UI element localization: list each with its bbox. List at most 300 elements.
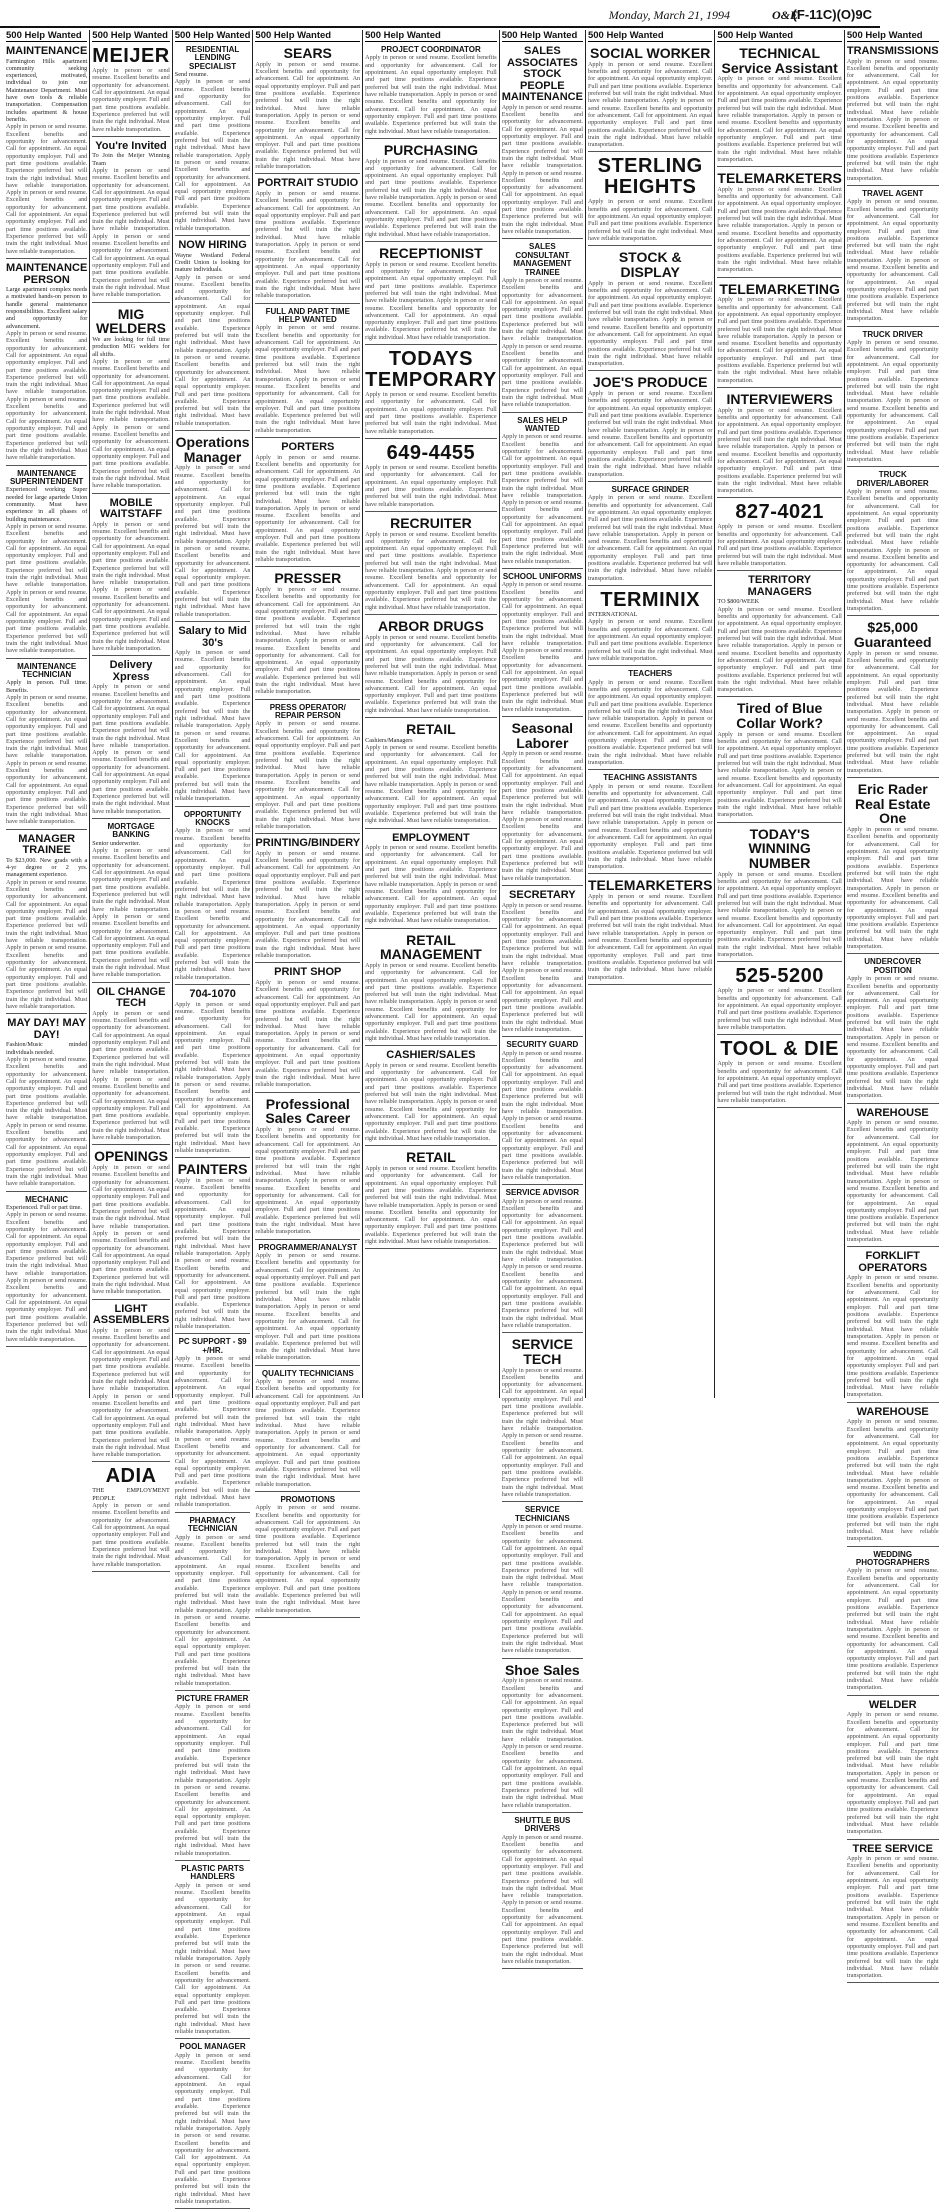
classified-ad [175,809,251,985]
classified-ad [847,188,939,327]
ad-fine-print: Apply in person or send resume. Excellent benefits and opportunity for advancement. Call for appointment. An equal opportunity employer. Full and part time positions available. Experience preferred but will train the right individual. Must have reliable transportation. Apply in person or send resume. Excellent benefits and opportunity for advancement. Call for appointment. An equal opportunity employer. Full and part time positions available. Experience preferred but will train the right individual. Must have reliable transportation. [501,1049,583,1181]
classified-ad [255,836,360,963]
ad-headline: JOE'S PRODUCE [592,374,708,391]
ad-headline: SERVICE TECHNICIANS [514,1505,570,1523]
ad-fine-print: Apply in person or send resume. Excellent benefits and opportunity for advancement. Call for appointment. An equal opportunity employer. Full and part time positions available. Experience preferred but will train the right individual. Must have reliable transportation. Apply in person or send resume. Excellent benefits and opportunity for advancement. Call for appointment. An equal opportunity employer. Full and part time positions available. Experience preferred but will train the right individual. Must have reliable transportation. [717,296,842,384]
ad-fine-print: Apply in person or send resume. Excellent benefits and opportunity for advancement. Call for appointment. An equal opportunity employer. Full and part time positions available. Experience preferred but will train the right individual. Must have reliable transportation. [365,391,497,435]
classified-ad [588,876,712,984]
ad-headline: PHARMACY TECHNICIAN [187,1515,238,1534]
ad-fine-print: Apply in person or send resume. Excellent benefits and opportunity for advancement. Call for appointment. An equal opportunity employer. Full and part time positions available. Experience preferred but will train the right individual. Must have reliable transportation. [717,1060,842,1104]
ad-headline: UNDERCOVER POSITION [864,957,922,975]
classified-ad [365,441,497,512]
ad-headline: ADIA [105,1465,157,1488]
ad-headline: TODAY'S WINNING NUMBER [748,825,811,871]
classified-ad [502,571,583,717]
ad-fine-print: Apply in person or send resume. Excellent benefits and opportunity for advancement. Call for appointment. An equal opportunity employer. Full and part time positions available. Experience preferred but will train the right individual. Must have reliable transportation. Apply in person or send resume. Excellent benefits and opportunity for advancement. Call for appointment. An equal opportunity employer. Full and part time positions available. Experience preferred but will train the right individual. Must have reliable transportation. [846,1274,939,1399]
ad-fine-print: Apply in person or send resume. Excellent benefits and opportunity for advancement. Call for appointment. An equal opportunity employer. Full and part time positions available. Experience preferred but will train the right individual. Must have reliable transportation. Apply in person or send resume. Excellent benefits and opportunity for advancement. Call for appointment. An equal opportunity employer. Full and part time positions available. Experience preferred but will train the right individual. Must have reliable transportation. [365,633,497,714]
ad-fine-print: Apply in person or send resume. Excellent benefits and opportunity for advancement. Call for appointment. An equal opportunity employer. Full and part time positions available. Experience preferred but will train the right individual. Must have reliable transportation. Apply in person or send resume. Excellent benefits and opportunity for advancement. Call for appointment. An equal opportunity employer. Full and part time positions available. Experience preferred but will train the right individual. Must have reliable transportation. [501,1366,583,1498]
classified-ad [717,964,841,1035]
ad-fine-print: Apply in person or send resume. Excellent benefits and opportunity for advancement. Call for appointment. An equal opportunity employer. Full and part time positions available. Experience preferred but will train the right individual. Must have reliable transportation. Apply in person or send resume. Excellent benefits and opportunity for advancement. Call for appointment. An equal opportunity employer. Full and part time positions available. Experience preferred but will train the right individual. Must have reliable transportation. [587,678,713,767]
ad-fine-print: Apply in person or send resume. Excellent benefits and opportunity for advancement. Call for appointment. An equal opportunity employer. Full and part time positions available. Experience preferred but will train the right individual. Must have reliable transportation. Apply in person or send resume. Excellent benefits and opportunity for advancement. Call for appointment. An equal opportunity employer. Full and part time positions available. Experience preferred but will train the right individual. Must have reliable transportation. [717,870,842,959]
column-heading: 500 Help Wanted [174,30,251,41]
ad-headline: SOCIAL WORKER [590,45,711,61]
ad-fine-print: Apply in person or send resume. Excellent benefits and opportunity for advancement. Call for appointment. An equal opportunity employer. Full and part time positions available. Experience preferred but will train the right individual. Must have reliable transportation. Apply in person or send resume. Excellent benefits and opportunity for advancement. Call for appointment. An equal opportunity employer. Full and part time positions available. Experience preferred but will train the right individual. Must have reliable transportation. [92,166,170,299]
classified-ad [6,661,87,830]
classified-ad [6,44,87,259]
ad-fine-print: Apply in person or send resume. Excellent benefits and opportunity for advancement. Call for appointment. An equal opportunity employer. Full and part time positions available. Experience preferred but will train the right individual. Must have reliable transportation. Apply in person or send resume. Excellent benefits and opportunity for advancement. Call for appointment. An equal opportunity employer. Full and part time positions available. Experience preferred but will train the right individual. Must have reliable transportation. [501,1677,583,1809]
classified-ad [717,699,841,822]
ad-headline: RETAIL MANAGEMENT [379,931,482,963]
classified-ad [847,44,939,186]
ad-fine-print: Apply in person or send resume. Excellent benefits and opportunity for advancement. Call for appointment. An equal opportunity employer. Full and part time positions available. Experience preferred but will train the right individual. Must have reliable transportation. Apply in person or send resume. Excellent benefits and opportunity for advancement. Call for appointment. An equal opportunity employer. Full and part time positions available. Experience preferred but will train the right individual. Must have reliable transportation. [174,273,251,427]
classified-ad [717,500,841,571]
classified-ad [717,44,841,167]
ad-body-text: Apply in person. Full time. Benefits. [6,679,88,694]
ad-headline: 649-4455 [386,441,476,464]
classified-ad [175,987,251,1158]
column-heading: 500 Help Wanted [588,30,712,42]
ad-headline: FULL AND PART TIME HELP WANTED [265,306,350,324]
ad-fine-print: Apply in person or send resume. Excellent benefits and opportunity for advancement. Call for appointment. An equal opportunity employer. Full and part time positions available. Experience preferred but will train the right individual. Must have reliable transportation. Apply in person or send resume. Excellent benefits and opportunity for advancement. Call for appointment. An equal opportunity employer. Full and part time positions available. Experience preferred but will train the right individual. Must have reliable transportation. [501,276,583,409]
ad-fine-print: Apply in person or send resume. Excellent benefits and opportunity for advancement. Call for appointment. An equal opportunity employer. Full and part time positions available. Experience preferred but will train the right individual. Must have reliable transportation. Apply in person or send resume. Excellent benefits and opportunity for advancement. Call for appointment. An equal opportunity employer. Full and part time positions available. Experience preferred but will train the right individual. Must have reliable transportation. [92,357,170,490]
ad-headline: Operations Manager [175,434,250,465]
ad-headline: SHUTTLE BUS DRIVERS [514,1815,571,1834]
classified-columns [4,30,939,2206]
classified-ad [365,514,497,615]
ad-fine-print: Apply in person or send resume. Excellent benefits and opportunity for advancement. Call for appointment. An equal opportunity employer. Full and part time positions available. Experience preferred but will train the right individual. Must have reliable transportation. Apply in person or send resume. Excellent benefits and opportunity for advancement. Call for appointment. An equal opportunity employer. Full and part time positions available. Experience preferred but will train the right individual. Must have reliable transportation. [6,878,88,1010]
ad-headline: OPPORTUNITY KNOCKS [183,809,242,828]
ad-fine-print: Apply in person or send resume. Excellent benefits and opportunity for advancement. Call for appointment. An equal opportunity employer. Full and part time positions available. Experience preferred but will train the right individual. Must have reliable transportation. [365,463,497,508]
ad-headline: OIL CHANGE TECH [96,985,166,1010]
classified-ad [6,1194,87,1347]
ad-headline: SALES CONSULTANT MANAGEMENT TRAINEE [513,242,572,277]
ad-headline: PORTERS [281,441,335,454]
ad-headline: PC SUPPORT - $9 +/HR. [178,1337,247,1355]
ad-body-text: Cashiers/Managers [365,736,413,744]
classified-ad [588,484,712,586]
ad-fine-print: Apply in person or send resume. Excellent benefits and opportunity for advancement. Call for appointment. An equal opportunity employer. Full and part time positions available. Experience preferred but will train the right individual. Must have reliable transportation. Apply in person or send resume. Excellent benefits and opportunity for advancement. Call for appointment. An equal opportunity employer. Full and part time positions available. Experience preferred but will train the right individual. Must have reliable transportation. [587,390,713,478]
ad-fine-print: Apply in person or send resume. Excellent benefits and opportunity for advancement. Call for appointment. An equal opportunity employer. Full and part time positions available. Experience preferred but will train the right individual. Must have reliable transportation. [92,67,170,133]
ad-headline: MAY DAY! MAY DAY! [7,1017,86,1041]
ad-fine-print: Apply in person or send resume. Excellent benefits and opportunity for advancement. Call for appointment. An equal opportunity employer. Full and part time positions available. Experience preferred but will train the right individual. Must have reliable transportation. Apply in person or send resume. Excellent benefits and opportunity for advancement. Call for appointment. An equal opportunity employer. Full and part time positions available. Experience preferred but will train the right individual. Must have reliable transportation. [174,1703,251,1857]
classified-ad [365,1048,497,1146]
ad-fine-print: Apply in person or send resume. Excellent benefits and opportunity for advancement. Call for appointment. An equal opportunity employer. Full and part time positions available. Experience preferred but will train the right individual. Must have reliable transportation. Apply in person or send resume. Excellent benefits and opportunity for advancement. Call for appointment. An equal opportunity employer. Full and part time positions available. Experience preferred but will train the right individual. Must have reliable transportation. [174,1355,251,1509]
ad-headline: MAINTENANCE SUPERINTENDENT [9,468,84,486]
classified-ad [847,1549,939,1696]
ad-fine-print: Apply in person or send resume. Excellent benefits and opportunity for advancement. Call for appointment. An equal opportunity employer. Full and part time positions available. Experience preferred but will train the right individual. Must have reliable transportation. Apply in person or send resume. Excellent benefits and opportunity for advancement. Call for appointment. An equal opportunity employer. Full and part time positions available. Experience preferred but will train the right individual. Must have reliable transportation. [846,1567,939,1692]
classified-ad [588,248,712,371]
ad-headline: TEACHERS [628,669,673,679]
ad-body-text: INTERNATIONAL [587,611,638,619]
ad-headline: MIG WELDERS [96,305,167,337]
classified-ad [365,1148,497,1249]
ad-headline: QUALITY TECHNICIANS [261,1368,354,1378]
classified-ad [255,306,360,438]
classified-ad [255,1095,360,1240]
ad-headline: TEACHING ASSISTANTS [603,773,698,783]
classified-ad [92,821,169,983]
ad-fine-print: Apply in person or send resume. Excellent benefits and opportunity for advancement. Call for appointment. An equal opportunity employer. Full and part time positions available. Experience preferred but will train the right individual. Must have reliable transportation. Apply in person or send resume. Excellent benefits and opportunity for advancement. Call for appointment. An equal opportunity employer. Full and part time positions available. Experience preferred but will train the right individual. Must have reliable transportation. [846,488,939,613]
classified-ad [717,390,841,498]
ad-fine-print: Apply in person or send resume. Excellent benefits and opportunity for advancement. Call for appointment. An equal opportunity employer. Full and part time positions available. Experience preferred but will train the right individual. Must have reliable transportation. Apply in person or send resume. Excellent benefits and opportunity for advancement. Call for appointment. An equal opportunity employer. Full and part time positions available. Experience preferred but will train the right individual. Must have reliable transportation. [174,2051,251,2206]
ad-body-text: Senior underwriter. [92,839,141,847]
ad-headline: TERMINIX [600,589,700,612]
ad-fine-print: Apply in person or send resume. Excellent benefits and opportunity for advancement. Call for appointment. An equal opportunity employer. Full and part time positions available. Experience preferred but will train the right individual. Must have reliable transportation. Apply in person or send resume. Excellent benefits and opportunity for advancement. Call for appointment. An equal opportunity employer. Full and part time positions available. Experience preferred but will train the right individual. Must have reliable transportation. [717,730,842,819]
column-heading: 500 Help Wanted [6,30,87,42]
classified-ad [588,154,712,246]
classified-ad [502,1039,583,1185]
ad-headline: RECEPTIONIST [379,244,483,261]
ad-fine-print: Apply in person or send resume. Excellent benefits and opportunity for advancement. Call for appointment. An equal opportunity employer. Full and part time positions available. Experience preferred but will train the right individual. Must have reliable transportation. Apply in person or send resume. Excellent benefits and opportunity for advancement. Call for appointment. An equal opportunity employer. Full and part time positions available. Experience preferred but will train the right individual. Must have reliable transportation. [846,1855,939,1980]
classified-ad [588,588,712,666]
ad-headline: MAINTENANCE PERSON [6,261,88,286]
ad-fine-print: Apply in person or send resume. Excellent benefits and opportunity for advancement. Call for appointment. An equal opportunity employer. Full and part time positions available. Experience preferred but will train the right individual. Must have reliable transportation. Apply in person or send resume. Excellent benefits and opportunity for advancement. Call for appointment. An equal opportunity employer. Full and part time positions available. Experience preferred but will train the right individual. Must have reliable transportation. [365,1164,497,1246]
ad-fine-print: Apply in person or send resume. Excellent benefits and opportunity for advancement. Call for appointment. An equal opportunity employer. Full and part time positions available. Experience preferred but will train the right individual. Must have reliable transportation. Apply in person or send resume. Excellent benefits and opportunity for advancement. Call for appointment. An equal opportunity employer. Full and part time positions available. Experience preferred but will train the right individual. Must have reliable transportation. [717,75,842,163]
classified-ad [175,624,251,807]
classified-ad [588,772,712,874]
ad-fine-print: Apply in person or send resume. Excellent benefits and opportunity for advancement. Call for appointment. An equal opportunity employer. Full and part time positions available. Experience preferred but will train the right individual. Must have reliable transportation. Apply in person or send resume. Excellent benefits and opportunity for advancement. Call for appointment. An equal opportunity employer. Full and part time positions available. Experience preferred but will train the right individual. Must have reliable transportation. [846,826,939,951]
ad-fine-print: Apply in person or send resume. Excellent benefits and opportunity for advancement. Call for appointment. An equal opportunity employer. Full and part time positions available. Experience preferred but will train the right individual. Must have reliable transportation. Apply in person or send resume. Excellent benefits and opportunity for advancement. Call for appointment. An equal opportunity employer. Full and part time positions available. Experience preferred but will train the right individual. Must have reliable transportation. [587,60,713,149]
classified-ad [175,44,251,236]
ad-fine-print: Apply in person or send resume. Excellent benefits and opportunity for advancement. Call for appointment. An equal opportunity employer. Full and part time positions available. Experience preferred but will train the right individual. Must have reliable transportation. Apply in person or send resume. Excellent benefits and opportunity for advancement. Call for appointment. An equal opportunity employer. Full and part time positions available. Experience preferred but will train the right individual. Must have reliable transportation. [255,1252,361,1362]
classified-ad [175,1160,251,1334]
ad-headline: SERVICE ADVISOR [505,1188,579,1198]
column-heading: 500 Help Wanted [717,30,841,42]
ad-fine-print: Apply in person or send resume. Excellent benefits and opportunity for advancement. Call for appointment. An equal opportunity employer. Full and part time positions available. Experience preferred but will train the right individual. Must have reliable transportation. Apply in person or send resume. Excellent benefits and opportunity for advancement. Call for appointment. An equal opportunity employer. Full and part time positions available. Experience preferred but will train the right individual. Must have reliable transportation. [365,1061,497,1142]
ad-fine-print: Apply in person or send resume. Excellent benefits and opportunity for advancement. Call for appointment. An equal opportunity employer. Full and part time positions available. Experience preferred but will train the right individual. Must have reliable transportation. Apply in person or send resume. Excellent benefits and opportunity for advancement. Call for appointment. An equal opportunity employer. Full and part time positions available. Experience preferred but will train the right individual. Must have reliable transportation. [255,1378,361,1488]
classified-ad [717,280,841,388]
ad-fine-print: Apply in person or send resume. Excellent benefits and opportunity for advancement. Call for appointment. An equal opportunity employer. Full and part time positions available. Experience preferred but will train the right individual. Must have reliable transportation. Apply in person or send resume. Excellent benefits and opportunity for advancement. Call for appointment. An equal opportunity employer. Full and part time positions available. Experience preferred but will train the right individual. Must have reliable transportation. [92,847,170,979]
classified-ad [175,1336,251,1512]
ad-headline: TRUCK DRIVER [862,329,923,339]
classified-ad [717,169,841,277]
classified-column [173,30,254,2206]
ad-headline: TRAVEL AGENT [862,188,924,198]
ad-headline: 704-1070 [189,988,236,1001]
ad-fine-print: Apply in person or send resume. Excellent benefits and opportunity for advancement. Call for appointment. An equal opportunity employer. Full and part time positions available. Experience preferred but will train the right individual. Must have reliable transportation. Apply in person or send resume. Excellent benefits and opportunity for advancement. Call for appointment. An equal opportunity employer. Full and part time positions available. Experience preferred but will train the right individual. Must have reliable transportation. [255,586,361,696]
classified-ad [175,1693,251,1861]
classified-ad [6,261,87,466]
classified-ad [365,617,497,718]
classified-ad [255,702,360,834]
ad-fine-print: Apply in person or send resume. Excellent benefits and opportunity for advancement. Call for appointment. An equal opportunity employer. Full and part time positions available. Experience preferred but will train the right individual. Must have reliable transportation. Apply in person or send resume. Excellent benefits and opportunity for advancement. Call for appointment. An equal opportunity employer. Full and part time positions available. Experience preferred but will train the right individual. Must have reliable transportation. [587,782,713,871]
ad-body-text: Large apartment complex needs a motivated hands-on person to handle general maintenance responsibilities. Excellent salary and opportunity for advancement. [6,286,88,330]
classified-ad [847,618,939,778]
classified-column [90,30,172,1568]
ad-headline: PROMOTIONS [280,1494,336,1504]
classified-ad [365,831,497,929]
classified-ad [365,44,497,139]
classified-ad [92,658,169,819]
classified-ad [717,1037,841,1108]
classified-ad [92,1147,169,1299]
ad-fine-print: Apply in person or send resume. Excellent benefits and opportunity for advancement. Call for appointment. An equal opportunity employer. Full and part time positions available. Experience preferred but will train the right individual. Must have reliable transportation. Apply in person or send resume. Excellent benefits and opportunity for advancement. Call for appointment. An equal opportunity employer. Full and part time positions available. Experience preferred but will train the right individual. Must have reliable transportation. [6,329,88,462]
ad-fine-print: Apply in person or send resume. Excellent benefits and opportunity for advancement. Call for appointment. An equal opportunity employer. Full and part time positions available. Experience preferred but will train the right individual. Must have reliable transportation. Apply in person or send resume. Excellent benefits and opportunity for advancement. Call for appointment. An equal opportunity employer. Full and part time positions available. Experience preferred but will train the right individual. Must have reliable transportation. [501,1197,583,1329]
ad-headline: RETAIL [406,721,456,738]
classified-ad [365,720,497,828]
classified-ad [365,141,497,242]
ad-fine-print: Apply in person or send resume. Excellent benefits and opportunity for advancement. Call for appointment. An equal opportunity employer. Full and part time positions available. Experience preferred but will train the right individual. Must have reliable transportation. Apply in person or send resume. Excellent benefits and opportunity for advancement. Call for appointment. An equal opportunity employer. Full and part time positions available. Experience preferred but will train the right individual. Must have reliable transportation. [501,433,583,565]
ad-fine-print: Apply in person or send resume. Excellent benefits and opportunity for advancement. Call for appointment. An equal opportunity employer. Full and part time positions available. Experience preferred but will train the right individual. Must have reliable transportation. Apply in person or send resume. Excellent benefits and opportunity for advancement. Call for appointment. An equal opportunity employer. Full and part time positions available. Experience preferred but will train the right individual. Must have reliable transportation. [717,406,842,495]
ad-fine-print: Apply in person or send resume. Excellent benefits and opportunity for advancement. Call for appointment. An equal opportunity employer. Full and part time positions available. Experience preferred but will train the right individual. Must have reliable transportation. Apply in person or send resume. Excellent benefits and opportunity for advancement. Call for appointment. An equal opportunity employer. Full and part time positions available. Experience preferred but will train the right individual. Must have reliable transportation. [174,1881,251,2036]
ad-fine-print: Apply in person or send resume. Excellent benefits and opportunity for advancement. Call for appointment. An equal opportunity employer. Full and part time positions available. Experience preferred but will train the right individual. Must have reliable transportation. Apply in person or send resume. Excellent benefits and opportunity for advancement. Call for appointment. An equal opportunity employer. Full and part time positions available. Experience preferred but will train the right individual. Must have reliable transportation. [255,1126,361,1236]
ad-headline: TOOL & DIE [720,1038,840,1061]
ad-headline: TELEMARKETERS [717,170,842,187]
section-label: O&E [771,8,798,22]
ad-fine-print: Apply in person or send resume. Excellent benefits and opportunity for advancement. Call for appointment. An equal opportunity employer. Full and part time positions available. Experience preferred but will train the right individual. Must have reliable transportation. Apply in person or send resume. Excellent benefits and opportunity for advancement. Call for appointment. An equal opportunity employer. Full and part time positions available. Experience preferred but will train the right individual. Must have reliable transportation. [92,1164,170,1296]
ad-headline: 827-4021 [735,501,824,524]
classified-ad [175,433,251,622]
classified-ad [847,329,939,468]
classified-column [363,30,500,1398]
classified-ad [717,825,841,963]
ad-fine-print: Apply in person or send resume. Excellent benefits and opportunity for advancement. Call for appointment. An equal opportunity employer. Full and part time positions available. Experience preferred but will train the right individual. Must have reliable transportation. Apply in person or send resume. Excellent benefits and opportunity for advancement. Call for appointment. An equal opportunity employer. Full and part time positions available. Experience preferred but will train the right individual. Must have reliable transportation. [255,453,361,563]
classified-ad [255,569,360,699]
ad-headline: TELEMARKETING [719,280,840,297]
ad-headline: MAINTENANCE [6,45,88,57]
classified-ad [502,719,583,886]
classified-ad [847,780,939,954]
ad-headline: SURFACE GRINDER [611,484,689,494]
classified-ad [847,956,939,1103]
classified-ad [365,244,497,345]
classified-ad [365,931,497,1047]
ad-headline: Delivery Xpress [109,659,153,683]
ad-headline: LIGHT ASSEMBLERS [92,1302,170,1327]
classified-ad [847,1106,939,1248]
ad-fine-print: Apply in person or send resume. Excellent benefits and opportunity for advancement. Call for appointment. An equal opportunity employer. Full and part time positions available. Experience preferred but will train the right individual. Must have reliable transportation. Apply in person or send resume. Excellent benefits and opportunity for advancement. Call for appointment. An equal opportunity employer. Full and part time positions available. Experience preferred but will train the right individual. Must have reliable transportation. [255,720,361,830]
ad-headline: SCHOOL UNIFORMS [502,571,582,581]
ad-headline: PURCHASING [383,141,478,158]
classified-ad [255,440,360,567]
classified-ad [502,44,583,239]
ad-headline: MAINTENANCE TECHNICIAN [17,661,77,679]
ad-headline: TREE SERVICE [852,1842,933,1855]
ad-headline: $25,000 Guaranteed [853,619,932,651]
classified-ad [847,1698,939,1840]
classified-column [500,30,586,1965]
classified-ad [255,1494,360,1618]
ad-body-text: To Join the Meijer Winning Team [92,152,170,167]
ad-fine-print: Apply in person or send resume. Excellent benefits and opportunity for advancement. Call for appointment. An equal opportunity employer. Full and part time positions available. Experience preferred but will train the right individual. Must have reliable transportation. Apply in person or send resume. Excellent benefits and opportunity for advancement. Call for appointment. An equal opportunity employer. Full and part time positions available. Experience preferred but will train the right individual. Must have reliable transportation. [587,494,713,582]
ad-headline: PRINTING/BINDERY [255,837,361,850]
classified-column [253,30,363,1614]
ad-headline: SALES HELP WANTED [517,415,568,433]
ad-headline: TELEMARKETERS [587,877,713,894]
classified-ad [847,1405,939,1547]
classified-ad [255,1242,360,1366]
ad-fine-print: Apply in person or send resume. Excellent benefits and opportunity for advancement. Call for appointment. An equal opportunity employer. Full and part time positions available. Experience preferred but will train the right individual. Must have reliable transportation. Apply in person or send resume. Excellent benefits and opportunity for advancement. Call for appointment. An equal opportunity employer. Full and part time positions available. Experience preferred but will train the right individual. Must have reliable transportation. [6,1055,88,1188]
classified-ad [92,1302,169,1463]
ad-headline: RESIDENTIAL LENDING SPECIALIST [185,45,240,71]
ad-headline: WELDER [868,1698,917,1711]
ad-fine-print: Apply in person or send resume. Excellent benefits and opportunity for advancement. Call for appointment. An equal opportunity employer. Full and part time positions available. Experience preferred but will train the right individual. Must have reliable transportation. Apply in person or send resume. Excellent benefits and opportunity for advancement. Call for appointment. An equal opportunity employer. Full and part time positions available. Experience preferred but will train the right individual. Must have reliable transportation. [174,464,251,618]
ad-fine-print: Apply in person or send resume. Excellent benefits and opportunity for advancement. Call for appointment. An equal opportunity employer. Full and part time positions available. Experience preferred but will train the right individual. Must have reliable transportation. Apply in person or send resume. Excellent benefits and opportunity for advancement. Call for appointment. An equal opportunity employer. Full and part time positions available. Experience preferred but will train the right individual. Must have reliable transportation. [846,198,939,323]
ad-fine-print: Apply in person or send resume. Excellent benefits and opportunity for advancement. Call for appointment. An equal opportunity employer. Full and part time positions available. Experience preferred but will train the right individual. Must have reliable transportation. [717,987,842,1031]
ad-headline: TODAYS TEMPORARY [365,348,497,392]
ad-fine-print: Apply in person or send resume. Excellent benefits and opportunity for advancement. Call for appointment. An equal opportunity employer. Full and part time positions available. Experience preferred but will train the right individual. Must have reliable transportation. [587,198,713,242]
ad-headline: PRESS OPERATOR/ REPAIR PERSON [269,702,346,721]
classified-ad [255,1368,360,1492]
column-heading: 500 Help Wanted [847,30,939,42]
classified-ad [502,415,583,569]
ad-body-text: We are looking for full time production MIG welders for all shifts. [92,335,170,358]
ad-fine-print: Apply in person or send resume. Excellent benefits and opportunity for advancement. Call for appointment. An equal opportunity employer. Full and part time positions available. Experience preferred but will train the right individual. Must have reliable transportation. Apply in person or send resume. Excellent benefits and opportunity for advancement. Call for appointment. An equal opportunity employer. Full and part time positions available. Experience preferred but will train the right individual. Must have reliable transportation. [501,750,583,882]
ad-fine-print: Apply in person or send resume. Excellent benefits and opportunity for advancement. Call for appointment. An equal opportunity employer. Full and part time positions available. Experience preferred but will train the right individual. Must have reliable transportation. Apply in person or send resume. Excellent benefits and opportunity for advancement. Call for appointment. An equal opportunity employer. Full and part time positions available. Experience preferred but will train the right individual. Must have reliable transportation. [717,185,842,274]
ad-fine-print: Apply in person or send resume. Excellent benefits and opportunity for advancement. Call for appointment. An equal opportunity employer. Full and part time positions available. Experience preferred but will train the right individual. Must have reliable transportation. Apply in person or send resume. Excellent benefits and opportunity for advancement. Call for appointment. An equal opportunity employer. Full and part time positions available. Experience preferred but will train the right individual. Must have reliable transportation. [846,338,939,463]
ad-fine-print: Apply in person or send resume. Excellent benefits and opportunity for advancement. Call for appointment. An equal opportunity employer. Full and part time positions available. Experience preferred but will train the right individual. Must have reliable transportation. Apply in person or send resume. Excellent benefits and opportunity for advancement. Call for appointment. An equal opportunity employer. Full and part time positions available. Experience preferred but will train the right individual. Must have reliable transportation. [501,103,583,236]
classified-ad [717,573,841,697]
ad-headline: INTERVIEWERS [726,391,833,407]
ad-fine-print: Apply in person or send resume. Excellent benefits and opportunity for advancement. Call for appointment. An equal opportunity employer. Full and part time positions available. Experience preferred but will train the right individual. Must have reliable transportation. Apply in person or send resume. Excellent benefits and opportunity for advancement. Call for appointment. An equal opportunity employer. Full and part time positions available. Experience preferred but will train the right individual. Must have reliable transportation. [174,1176,251,1331]
ad-fine-print: Apply in person or send resume. Excellent benefits and opportunity for advancement. Call for appointment. An equal opportunity employer. Full and part time positions available. Experience preferred but will train the right individual. Must have reliable transportation. [717,523,842,567]
classified-ad [588,373,712,481]
classified-ad [92,44,169,137]
ad-fine-print: Apply in person or send resume. Excellent benefits and opportunity for advancement. Call for appointment. An equal opportunity employer. Full and part time positions available. Experience preferred but will train the right individual. Must have reliable transportation. Apply in person or send resume. Excellent benefits and opportunity for advancement. Call for appointment. An equal opportunity employer. Full and part time positions available. Experience preferred but will train the right individual. Must have reliable transportation. [846,57,939,182]
ad-headline: Salary to Mid 30's [178,625,247,649]
newspaper-masthead [0,0,880,26]
ad-fine-print: Apply in person or send resume. Excellent benefits and opportunity for advancement. Call for appointment. An equal opportunity employer. Full and part time positions available. Experience preferred but will train the right individual. Must have reliable transportation. Apply in person or send resume. Excellent benefits and opportunity for advancement. Call for appointment. An equal opportunity employer. Full and part time positions available. Experience preferred but will train the right individual. Must have reliable transportation. [365,530,497,611]
classified-ad [588,668,712,770]
classified-ad [6,1016,87,1191]
ad-fine-print: Apply in person or send resume. Excellent benefits and opportunity for advancement. Call for appointment. An equal opportunity employer. Full and part time positions available. Experience preferred but will train the right individual. Must have reliable transportation. Apply in person or send resume. Excellent benefits and opportunity for advancement. Call for appointment. An equal opportunity employer. Full and part time positions available. Experience preferred but will train the right individual. Must have reliable transportation. [255,849,361,960]
ad-fine-print: Apply in person or send resume. Excellent benefits and opportunity for advancement. Call for appointment. An equal opportunity employer. Full and part time positions available. Experience preferred but will train the right individual. Must have reliable transportation. Apply in person or send resume. Excellent benefits and opportunity for advancement. Call for appointment. An equal opportunity employer. Full and part time positions available. Experience preferred but will train the right individual. Must have reliable transportation. [255,60,361,171]
ad-fine-print: Apply in person or send resume. Excellent benefits and opportunity for advancement. Call for appointment. An equal opportunity employer. Full and part time positions available. Experience preferred but will train the right individual. Must have reliable transportation. Apply in person or send resume. Excellent benefits and opportunity for advancement. Call for appointment. An equal opportunity employer. Full and part time positions available. Experience preferred but will train the right individual. Must have reliable transportation. [846,1119,939,1244]
ad-fine-print: Apply in person or send resume. Excellent benefits and opportunity for advancement. Call for appointment. An equal opportunity employer. Full and part time positions available. Experience preferred but will train the right individual. Must have reliable transportation. [587,618,713,662]
ad-headline: Tired of Blue Collar Work? [736,700,824,732]
ad-headline: WAREHOUSE [856,1405,929,1418]
ad-headline: SECURITY GUARD [506,1040,579,1050]
classified-ad [92,305,169,494]
ad-headline: MEIJER [92,45,170,67]
ad-fine-print: Apply in person or send resume. Excellent benefits and opportunity for advancement. Call for appointment. An equal opportunity employer. Full and part time positions available. Experience preferred but will train the right individual. Must have reliable transportation. Apply in person or send resume. Excellent benefits and opportunity for advancement. Call for appointment. An equal opportunity employer. Full and part time positions available. Experience preferred but will train the right individual. Must have reliable transportation. [174,827,251,981]
classified-ad [502,1335,583,1502]
classified-ad [502,241,583,412]
ad-fine-print: Apply in person or send resume. Excellent benefits and opportunity for advancement. Call for appointment. An equal opportunity employer. Full and part time positions available. Experience preferred but will train the right individual. Must have reliable transportation. Apply in person or send resume. Excellent benefits and opportunity for advancement. Call for appointment. An equal opportunity employer. Full and part time positions available. Experience preferred but will train the right individual. Must have reliable transportation. [92,1009,170,1142]
classified-ad [92,139,169,303]
ad-headline: WEDDING PHOTOGRAPHERS [855,1549,930,1568]
ad-body-text: Experienced working Super needed for large apartede Union community. Must have experience in all phases of building maintenance. [6,486,88,523]
ad-fine-print: Apply in person or send resume. Excellent benefits and opportunity for advancement. Call for appointment. An equal opportunity employer. Full and part time positions available. Experience preferred but will train the right individual. Must have reliable transportation. Apply in person or send resume. Excellent benefits and opportunity for advancement. Call for appointment. An equal opportunity employer. Full and part time positions available. Experience preferred but will train the right individual. Must have reliable transportation. [846,1418,939,1543]
ad-fine-print: Apply in person or send resume. Excellent benefits and opportunity for advancement. Call for appointment. An equal opportunity employer. Full and part time positions available. Experience preferred but will train the right individual. Must have reliable transportation. Apply in person or send resume. Excellent benefits and opportunity for advancement. Call for appointment. An equal opportunity employer. Full and part time positions available. Experience preferred but will train the right individual. Must have reliable transportation. [365,260,497,341]
classified-ad [502,1661,583,1813]
classified-ad [502,1504,583,1658]
classified-column [586,30,715,1398]
ad-headline: PAINTERS [177,1161,248,1178]
classified-ad [255,44,360,174]
ad-headline: MOBILE WAITSTAFF [99,496,163,521]
ad-headline: EMPLOYMENT [392,831,470,844]
classified-ad [588,44,712,152]
ad-headline: SECRETARY [509,888,576,901]
ad-headline: You're Invited [95,139,167,152]
ad-headline: FORKLIFT OPERATORS [858,1250,928,1274]
classified-ad [502,888,583,1037]
ad-fine-print: Apply in person or send resume. Excellent benefits and opportunity for advancement. Call for appointment. An equal opportunity employer. Full and part time positions available. Experience preferred but will train the right individual. Must have reliable transportation. Apply in person or send resume. Excellent benefits and opportunity for advancement. Call for appointment. An equal opportunity employer. Full and part time positions available. Experience preferred but will train the right individual. Must have reliable transportation. [365,744,497,825]
ad-headline: POOL MANAGER [179,2042,246,2052]
classified-ad [92,496,169,657]
ad-fine-print: Apply in person or send resume. Excellent benefits and opportunity for advancement. Call for appointment. An equal opportunity employer. Full and part time positions available. Experience preferred but will train the right individual. Must have reliable transportation. Apply in person or send resume. Excellent benefits and opportunity for advancement. Call for appointment. An equal opportunity employer. Full and part time positions available. Experience preferred but will train the right individual. Must have reliable transportation. [846,975,939,1100]
ad-body-text: TO $800/WEEK [717,598,760,606]
classified-ad [6,468,87,659]
ad-fine-print: Apply in person or send resume. Excellent benefits and opportunity for advancement. Call for appointment. An equal opportunity employer. Full and part time positions available. Experience preferred but will train the right individual. Must have reliable transportation. Apply in person or send resume. Excellent benefits and opportunity for advancement. Call for appointment. An equal opportunity employer. Full and part time positions available. Experience preferred but will train the right individual. Must have reliable transportation. [255,189,361,300]
ad-fine-print: Apply in person or send resume. Excellent benefits and opportunity for advancement. Call for appointment. An equal opportunity employer. Full and part time positions available. Experience preferred but will train the right individual. Must have reliable transportation. Apply in person or send resume. Excellent benefits and opportunity for advancement. Call for appointment. An equal opportunity employer. Full and part time positions available. Experience preferred but will train the right individual. Must have reliable transportation. [501,1833,583,1965]
ad-headline: TRUCK DRIVER/LABORER [856,470,929,488]
ad-headline: MECHANIC [25,1194,69,1204]
ad-fine-print: Apply in person or send resume. Excellent benefits and opportunity for advancement. Call for appointment. An equal opportunity employer. Full and part time positions available. Experience preferred but will train the right individual. Must have reliable transportation. Apply in person or send resume. Excellent benefits and opportunity for advancement. Call for appointment. An equal opportunity employer. Full and part time positions available. Experience preferred but will train the right individual. Must have reliable transportation. [255,1504,361,1614]
ad-headline: TRANSMISSIONS [846,45,939,57]
ad-fine-print: Apply in person or send resume. Excellent benefits and opportunity for advancement. Call for appointment. An equal opportunity employer. Full and part time positions available. Experience preferred but will train the right individual. Must have reliable transportation. Apply in person or send resume. Excellent benefits and opportunity for advancement. Call for appointment. An equal opportunity employer. Full and part time positions available. Experience preferred but will train the right individual. Must have reliable transportation. [501,901,583,1033]
classified-ad [502,1815,583,1969]
ad-body-text: Fashion/Music minded individuals needed. [6,1041,88,1056]
ad-headline: CASHIER/SALES [386,1049,476,1062]
ad-body-text: Farmington Hills apartment community seeking experienced, motivated, individual to join our Maintenance Department. Must have own tools & reliable transportation. Compensation includes apartment & house benefits. [6,57,88,124]
ad-fine-print: Apply in person or send resume. Excellent benefits and opportunity for advancement. Call for appointment. An equal opportunity employer. Full and part time positions available. Experience preferred but will train the right individual. Must have reliable transportation. Apply in person or send resume. Excellent benefits and opportunity for advancement. Call for appointment. An equal opportunity employer. Full and part time positions available. Experience preferred but will train the right individual. Must have reliable transportation. [174,1000,251,1154]
ad-fine-print: Apply in person or send resume. Excellent benefits and opportunity for advancement. Call for appointment. An equal opportunity employer. Full and part time positions available. Experience preferred but will train the right individual. Must have reliable transportation. Apply in person or send resume. Excellent benefits and opportunity for advancement. Call for appointment. An equal opportunity employer. Full and part time positions available. Experience preferred but will train the right individual. Must have reliable transportation. [587,279,713,368]
ad-fine-print: Apply in person or send resume. Excellent benefits and opportunity for advancement. Call for appointment. An equal opportunity employer. Full and part time positions available. Experience preferred but will train the right individual. Must have reliable transportation. Apply in person or send resume. Excellent benefits and opportunity for advancement. Call for appointment. An equal opportunity employer. Full and part time positions available. Experience preferred but will train the right individual. Must have reliable transportation. [717,605,842,694]
ad-headline: OPENINGS [94,1148,168,1165]
issue-date: Monday, March 21, 1994 [608,8,730,22]
ad-fine-print: Apply in person or send resume. Excellent benefits and opportunity for advancement. Call for appointment. An equal opportunity employer. Full and part time positions available. Experience preferred but will train the right individual. Must have reliable transportation. Apply in person or send resume. Excellent benefits and opportunity for advancement. Call for appointment. An equal opportunity employer. Full and part time positions available. Experience preferred but will train the right individual. Must have reliable transportation. [6,123,88,255]
ad-fine-print: Apply in person or send resume. Excellent benefits and opportunity for advancement. Call for appointment. An equal opportunity employer. Full and part time positions available. Experience preferred but will train the right individual. Must have reliable transportation. Apply in person or send resume. Excellent benefits and opportunity for advancement. Call for appointment. An equal opportunity employer. Full and part time positions available. Experience preferred but will train the right individual. Must have reliable transportation. [6,693,88,826]
ad-fine-print: Apply in person or send resume. Excellent benefits and opportunity for advancement. Call for appointment. An equal opportunity employer. Full and part time positions available. Experience preferred but will train the right individual. Must have reliable transportation. Apply in person or send resume. Excellent benefits and opportunity for advancement. Call for appointment. An equal opportunity employer. Full and part time positions available. Experience preferred but will train the right individual. Must have reliable transportation. [174,1533,251,1687]
column-heading: 500 Help Wanted [255,30,360,42]
ad-fine-print: Apply in person or send resume. Excellent benefits and opportunity for advancement. Call for appointment. An equal opportunity employer. Full and part time positions available. Experience preferred but will train the right individual. Must have reliable transportation. Apply in person or send resume. Excellent benefits and opportunity for advancement. Call for appointment. An equal opportunity employer. Full and part time positions available. Experience preferred but will train the right individual. Must have reliable transportation. [587,893,713,981]
classified-ad [92,1464,169,1571]
ad-headline: SALES ASSOCIATES STOCK PEOPLE MAINTENANCE [501,45,583,104]
ad-headline: SEARS [283,45,332,61]
classified-ad [92,985,169,1146]
ad-headline: PICTURE FRAMER [176,1694,249,1704]
ad-headline: MORTGAGE BANKING [107,821,155,840]
ad-fine-print: Apply in person or send resume. Excellent benefits and opportunity for advancement. Call for appointment. An equal opportunity employer. Full and part time positions available. Experience preferred but will train the right individual. Must have reliable transportation. Apply in person or send resume. Excellent benefits and opportunity for advancement. Call for appointment. An equal opportunity employer. Full and part time positions available. Experience preferred but will train the right individual. Must have reliable transportation. [174,78,251,232]
classified-ad [847,1249,939,1402]
classified-ad [365,347,497,439]
ad-fine-print: Apply in person or send resume. Excellent benefits and opportunity for advancement. Call for appointment. An equal opportunity employer. Full and part time positions available. Experience preferred but will train the right individual. Must have reliable transportation. Apply in person or send resume. Excellent benefits and opportunity for advancement. Call for appointment. An equal opportunity employer. Full and part time positions available. Experience preferred but will train the right individual. Must have reliable transportation. [365,961,497,1042]
ad-fine-print: Apply in person or send resume. Excellent benefits and opportunity for advancement. Call for appointment. An equal opportunity employer. Full and part time positions available. Experience preferred but will train the right individual. Must have reliable transportation. Apply in person or send resume. Excellent benefits and opportunity for advancement. Call for appointment. An equal opportunity employer. Full and part time positions available. Experience preferred but will train the right individual. Must have reliable transportation. [255,978,361,1089]
ad-fine-print: Apply in person or send resume. Excellent benefits and opportunity for advancement. Call for appointment. An equal opportunity employer. Full and part time positions available. Experience preferred but will train the right individual. Must have reliable transportation. Apply in person or send resume. Excellent benefits and opportunity for advancement. Call for appointment. An equal opportunity employer. Full and part time positions available. Experience preferred but will train the right individual. Must have reliable transportation. [255,324,361,434]
ad-body-text: To $23,000. New grads with a 4-yr degree or 2 yrs. management experience. [6,856,88,879]
ad-fine-print: Apply in person or send resume. Excellent benefits and opportunity for advancement. Call for appointment. An equal opportunity employer. Full and part time positions available. Experience preferred but will train the right individual. Must have reliable transportation. Apply in person or send resume. Excellent benefits and opportunity for advancement. Call for appointment. An equal opportunity employer. Full and part time positions available. Experience preferred but will train the right individual. Must have reliable transportation. [501,581,583,713]
ad-headline: TERRITORY MANAGERS [747,574,812,598]
column-heading: 500 Help Wanted [365,30,497,42]
classified-ad [175,1863,251,2039]
ad-body-text: Experienced. Full or part time. [6,1203,82,1211]
ad-headline: SERVICE TECH [511,1336,573,1367]
ad-headline: Professional Sales Career [265,1095,351,1127]
ad-headline: MANAGER TRAINEE [18,832,76,857]
classified-ad [175,2041,251,2209]
ad-fine-print: Apply in person or send resume. Excellent benefits and opportunity for advancement. Call for appointment. An equal opportunity employer. Full and part time positions available. Experience preferred but will train the right individual. Must have reliable transportation. Apply in person or send resume. Excellent benefits and opportunity for advancement. Call for appointment. An equal opportunity employer. Full and part time positions available. Experience preferred but will train the right individual. Must have reliable transportation. [365,157,497,238]
classified-ad [175,1515,251,1691]
ad-headline: Eric Rader Real Estate One [854,781,931,827]
classified-ad [847,1842,939,1984]
ad-fine-print: Apply in person or send resume. Excellent benefits and opportunity for advancement. Call for appointment. An equal opportunity employer. Full and part time positions available. Experience preferred but will train the right individual. Must have reliable transportation. Apply in person or send resume. Excellent benefits and opportunity for advancement. Call for appointment. An equal opportunity employer. Full and part time positions available. Experience preferred but will train the right individual. Must have reliable transportation. [6,1211,88,1343]
classified-column [715,30,844,1398]
ad-headline: Seasonal Laborer [511,719,574,751]
ad-fine-print: Apply in person or send resume. Excellent benefits and opportunity for advancement. Call for appointment. An equal opportunity employer. Full and part time positions available. Experience preferred but will train the right individual. Must have reliable transportation. Apply in person or send resume. Excellent benefits and opportunity for advancement. Call for appointment. An equal opportunity employer. Full and part time positions available. Experience preferred but will train the right individual. Must have reliable transportation. [174,649,251,803]
ad-fine-print: Apply in person or send resume. Excellent benefits and opportunity for advancement. Call for appointment. An equal opportunity employer. Full and part time positions available. Experience preferred but will train the right individual. Must have reliable transportation. Apply in person or send resume. Excellent benefits and opportunity for advancement. Call for appointment. An equal opportunity employer. Full and part time positions available. Experience preferred but will train the right individual. Must have reliable transportation. [6,522,88,655]
classified-column [4,30,90,1398]
ad-fine-print: Apply in person or send resume. Excellent benefits and opportunity for advancement. Call for appointment. An equal opportunity employer. Full and part time positions available. Experience preferred but will train the right individual. Must have reliable transportation. Apply in person or send resume. Excellent benefits and opportunity for advancement. Call for appointment. An equal opportunity employer. Full and part time positions available. Experience preferred but will train the right individual. Must have reliable transportation. [846,1711,939,1836]
ad-headline: 525-5200 [735,965,824,988]
ad-fine-print: Apply in person or send resume. Excellent benefits and opportunity for advancement. Call for appointment. An equal opportunity employer. Full and part time positions available. Experience preferred but will train the right individual. Must have reliable transportation. Apply in person or send resume. Excellent benefits and opportunity for advancement. Call for appointment. An equal opportunity employer. Full and part time positions available. Experience preferred but will train the right individual. Must have reliable transportation. [92,683,170,815]
ad-headline: PORTRAIT STUDIO [257,177,359,190]
ad-body-text: Wayne Westland Federal Credit Union is looking for mature individuals. [174,251,251,274]
ad-headline: PRESSER [274,570,342,587]
ad-headline: ARBOR DRUGS [378,617,484,634]
page-number: (F-11C)(O)9C [792,7,872,22]
